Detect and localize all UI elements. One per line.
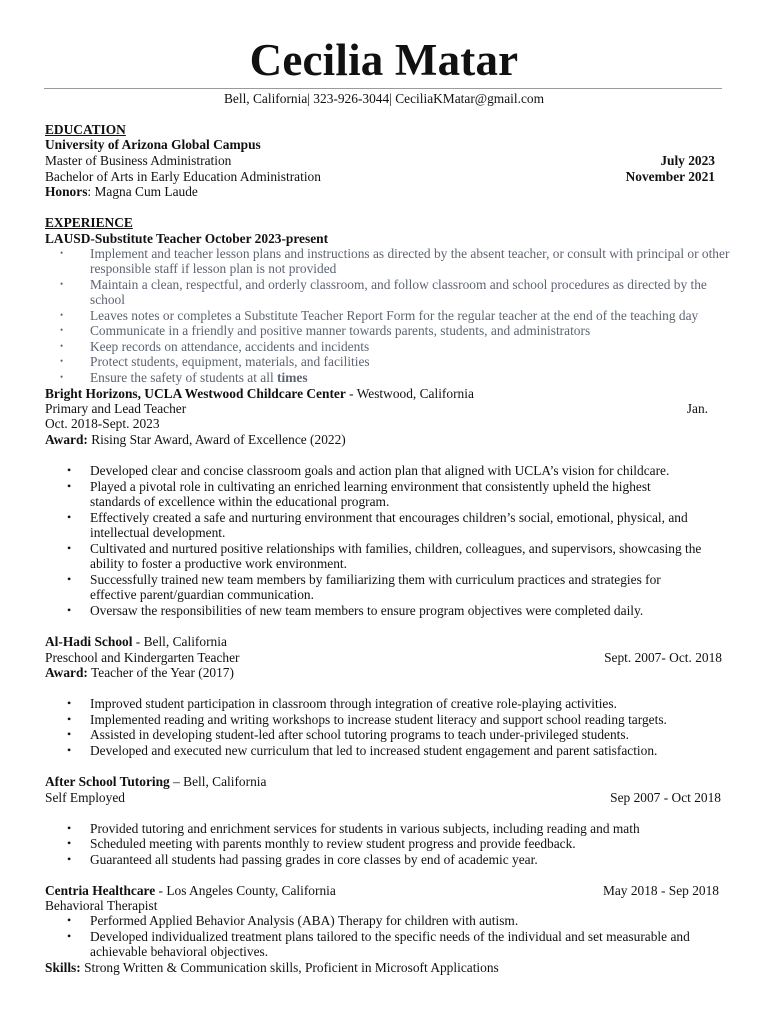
resume-name: Cecilia Matar bbox=[249, 35, 519, 85]
bullet-dot: • bbox=[67, 836, 72, 850]
experience-heading: EXPERIENCE bbox=[45, 215, 133, 230]
alhadi-bullet: Assisted in developing student-led after school tutoring programs to teach under-privileged students. bbox=[90, 727, 629, 742]
bullet-dot: • bbox=[67, 743, 72, 757]
lausd-bullet: Communicate in a friendly and positive manner towards parents, students, and administrators bbox=[90, 323, 591, 338]
bullet-dot: • bbox=[67, 712, 72, 726]
skills-value: Strong Written & Communication skills, Proficient in Microsoft Applications bbox=[80, 960, 499, 975]
alhadi-bullet: Developed and executed new curriculum that led to increased student engagement and parent satisfaction. bbox=[90, 743, 658, 758]
bright-bullet: Played a pivotal role in cultivating an enriched learning environment that consistently upheld the highest standards of excellence within the educational program. bbox=[90, 479, 651, 510]
lausd-bullet-text-bold: times bbox=[277, 370, 308, 385]
alhadi-bullet: Improved student participation in classroom through integration of creative role-playing activities. bbox=[90, 696, 617, 711]
centria-role: Behavioral Therapist bbox=[45, 898, 158, 913]
bright-org-line bbox=[45, 386, 474, 401]
bright-bullet: Oversaw the responsibilities of new team members to ensure program objectives were completed daily. bbox=[90, 603, 644, 618]
bullet-dot: • bbox=[67, 603, 72, 617]
lausd-bullet bbox=[90, 370, 308, 385]
bright-bullet: Cultivated and nurtured positive relationships with families, children, colleagues, and supervisors, showcasing the ability to foster a productive work environment. bbox=[90, 541, 702, 572]
alhadi-org-line bbox=[45, 634, 227, 649]
tutoring-org: After School Tutoring bbox=[45, 774, 170, 789]
education-degree-ba: Bachelor of Arts in Early Education Administration bbox=[45, 169, 321, 184]
bright-award bbox=[45, 432, 346, 447]
bullet-dot: • bbox=[60, 356, 64, 366]
bullet-dot: • bbox=[60, 341, 64, 351]
bullet-dot: • bbox=[67, 929, 72, 943]
centria-location: - Los Angeles County, California bbox=[155, 883, 336, 898]
education-heading: EDUCATION bbox=[45, 122, 126, 137]
alhadi-award bbox=[45, 665, 234, 680]
bullet-dot: • bbox=[67, 727, 72, 741]
alhadi-bullet: Implemented reading and writing workshops to increase student literacy and support school reading targets. bbox=[90, 712, 667, 727]
header-divider bbox=[44, 88, 722, 89]
bullet-dot: • bbox=[67, 510, 72, 524]
tutoring-bullet: Scheduled meeting with parents monthly to review student progress and provide feedback. bbox=[90, 836, 576, 851]
bright-bullet: Effectively created a safe and nurturing environment that encourages children’s social, emotional, physical, and intellectual development. bbox=[90, 510, 688, 541]
education-degree-mba: Master of Business Administration bbox=[45, 153, 232, 168]
alhadi-org: Al-Hadi School bbox=[45, 634, 133, 649]
centria-bullet: Performed Applied Behavior Analysis (ABA) Therapy for children with autism. bbox=[90, 913, 519, 928]
alhadi-location: - Bell, California bbox=[132, 634, 227, 649]
bullet-dot: • bbox=[67, 821, 72, 835]
bullet-dot: • bbox=[67, 696, 72, 710]
bullet-dot: • bbox=[67, 463, 72, 477]
tutoring-bullet: Provided tutoring and enrichment services for students in various subjects, including reading and math bbox=[90, 821, 640, 836]
centria-dates: May 2018 - Sep 2018 bbox=[602, 883, 719, 898]
contact-line: Bell, California| 323-926-3044| CeciliaKMatar@gmail.com bbox=[223, 91, 545, 106]
lausd-bullet: Keep records on attendance, accidents and incidents bbox=[90, 339, 370, 354]
honors-label: Honors bbox=[45, 184, 88, 199]
bullet-dot: • bbox=[67, 572, 72, 586]
bright-org: Bright Horizons, UCLA Westwood Childcare Center bbox=[45, 386, 346, 401]
alhadi-dates: Sept. 2007- Oct. 2018 bbox=[604, 650, 722, 665]
centria-org-line bbox=[45, 883, 336, 898]
bullet-dot: • bbox=[67, 852, 72, 866]
bright-bullet: Successfully trained new team members by familiarizing them with curriculum practices and strategies for effective parent/guardian communication. bbox=[90, 572, 661, 603]
education-school: University of Arizona Global Campus bbox=[45, 137, 261, 152]
bullet-dot: • bbox=[67, 913, 72, 927]
bright-bullet: Developed clear and concise classroom goals and action plan that aligned with UCLA’s vision for childcare. bbox=[90, 463, 670, 478]
award-label: Award: bbox=[45, 665, 88, 680]
bright-date-start: Jan. bbox=[686, 401, 708, 416]
bullet-dot: • bbox=[60, 248, 64, 258]
lausd-bullet: Protect students, equipment, materials, and facilities bbox=[90, 354, 370, 369]
skills-line bbox=[45, 960, 499, 975]
award-value: Teacher of the Year (2017) bbox=[87, 665, 234, 680]
lausd-bullet: Leaves notes or completes a Substitute Teacher Report Form for the regular teacher at the end of the teaching day bbox=[90, 308, 699, 323]
award-label: Award: bbox=[45, 432, 88, 447]
bright-dates: Oct. 2018-Sept. 2023 bbox=[45, 416, 160, 431]
bullet-dot: • bbox=[67, 479, 72, 493]
award-value: Rising Star Award, Award of Excellence (2022) bbox=[87, 432, 346, 447]
education-honors bbox=[45, 184, 198, 199]
tutoring-role: Self Employed bbox=[45, 790, 125, 805]
centria-bullet: Developed individualized treatment plans tailored to the specific needs of the individual and set measurable and achievable behavioral objectives. bbox=[90, 929, 690, 960]
centria-org: Centria Healthcare bbox=[45, 883, 156, 898]
skills-label: Skills: bbox=[45, 960, 81, 975]
bullet-dot: • bbox=[60, 310, 64, 320]
alhadi-role: Preschool and Kindergarten Teacher bbox=[45, 650, 240, 665]
tutoring-location: – Bell, California bbox=[169, 774, 267, 789]
bright-role: Primary and Lead Teacher bbox=[45, 401, 187, 416]
lausd-bullet: Maintain a clean, respectful, and orderly classroom, and follow classroom and school procedures as directed by the school bbox=[90, 277, 707, 308]
honors-value: : Magna Cum Laude bbox=[87, 184, 198, 199]
tutoring-bullet: Guaranteed all students had passing grades in core classes by end of academic year. bbox=[90, 852, 538, 867]
bullet-dot: • bbox=[60, 372, 64, 382]
bright-location: - Westwood, California bbox=[345, 386, 474, 401]
education-date-mba: July 2023 bbox=[660, 153, 715, 168]
bullet-dot: • bbox=[67, 541, 72, 555]
education-date-ba: November 2021 bbox=[625, 169, 715, 184]
tutoring-org-line bbox=[45, 774, 266, 789]
bullet-dot: • bbox=[60, 279, 64, 289]
lausd-title: LAUSD-Substitute Teacher October 2023-present bbox=[45, 231, 329, 246]
lausd-bullet-text: Ensure the safety of students at all bbox=[90, 370, 278, 385]
lausd-bullet: Implement and teacher lesson plans and instructions as directed by the absent teacher, or consult with principal or other responsible staff if lesson plan is not provided bbox=[90, 246, 730, 277]
bullet-dot: • bbox=[60, 325, 64, 335]
tutoring-dates: Sep 2007 - Oct 2018 bbox=[610, 790, 721, 805]
